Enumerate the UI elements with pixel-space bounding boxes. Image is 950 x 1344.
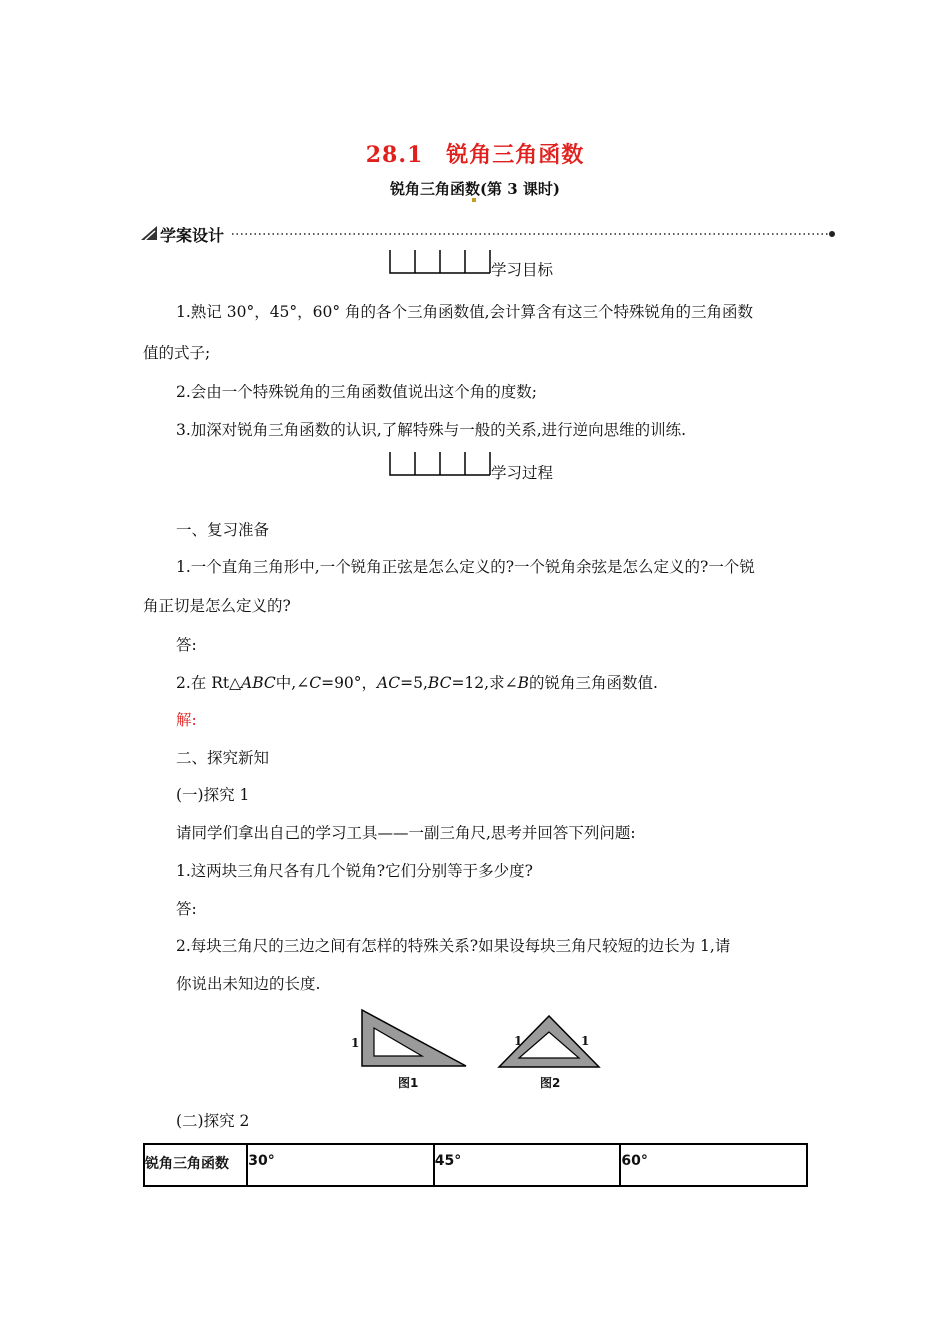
- figure-1-side-label: 1: [351, 1036, 360, 1050]
- explore1-intro: 请同学们拿出自己的学习工具——一副三角尺,思考并回答下列问题:: [176, 824, 636, 842]
- figure-2-left-label: 1: [514, 1034, 523, 1048]
- figure-1-set-square: [360, 1008, 470, 1070]
- goal-item-1: 1.熟记 30°，45°，60° 角的各个三角函数值,会计算含有这三个特殊锐角的三角函数: [176, 303, 753, 321]
- figure-2-caption: 图2: [540, 1076, 561, 1090]
- triangle-bar-icon: [141, 226, 157, 240]
- question-1-line1: 1.一个直角三角形中,一个锐角正弦是怎么定义的?一个锐角余弦是怎么定义的?一个锐: [176, 558, 755, 576]
- section-bar-label: 学案设计: [160, 226, 225, 245]
- process-header-box: [389, 452, 491, 476]
- answer-label-1: 答:: [176, 636, 197, 654]
- goal-item-2: 2.会由一个特殊锐角的三角函数值说出这个角的度数;: [176, 383, 538, 401]
- explore1-question-2-line2: 你说出未知边的长度.: [176, 975, 321, 993]
- marker-dot: [472, 198, 476, 202]
- table-header-cell: 60°: [620, 1144, 807, 1186]
- part2-title: 二、探究新知: [176, 749, 270, 767]
- question-1-line2: 角正切是怎么定义的?: [143, 597, 291, 615]
- explore1-answer-label: 答:: [176, 900, 197, 918]
- page-subtitle: 锐角三角函数(第 3 课时): [389, 180, 561, 198]
- goals-header: 学习目标: [491, 261, 554, 279]
- page-title: 28.1 锐角三角函数: [365, 142, 585, 168]
- trig-values-table: [143, 1143, 808, 1187]
- solution-label: 解:: [176, 711, 197, 729]
- explore1-question-2-line1: 2.每块三角尺的三边之间有怎样的特殊关系?如果设每块三角尺较短的边长为 1,请: [176, 937, 731, 955]
- goal-item-3: 3.加深对锐角三角函数的认识,了解特殊与一般的关系,进行逆向思维的训练.: [176, 421, 687, 439]
- explore1-title: (一)探究 1: [176, 786, 250, 804]
- table-header-cell: 30°: [247, 1144, 434, 1186]
- part1-title: 一、复习准备: [176, 521, 270, 539]
- figure-1-caption: 图1: [398, 1076, 419, 1090]
- dotted-rule: [232, 230, 836, 238]
- goal-item-1-cont: 值的式子;: [143, 344, 211, 362]
- process-header: 学习过程: [491, 464, 554, 482]
- table-row: [144, 1144, 807, 1186]
- table-header-cell: 锐角三角函数: [144, 1144, 247, 1186]
- table-header-cell: 45°: [434, 1144, 621, 1186]
- explore1-question-1: 1.这两块三角尺各有几个锐角?它们分别等于多少度?: [176, 862, 533, 880]
- explore2-title: (二)探究 2: [176, 1112, 250, 1130]
- question-2: 2.在 Rt△ABC中,∠C=90°，AC=5,BC=12,求∠B的锐角三角函数值.: [176, 674, 658, 692]
- goals-header-box: [389, 250, 491, 274]
- figure-2-right-label: 1: [581, 1034, 590, 1048]
